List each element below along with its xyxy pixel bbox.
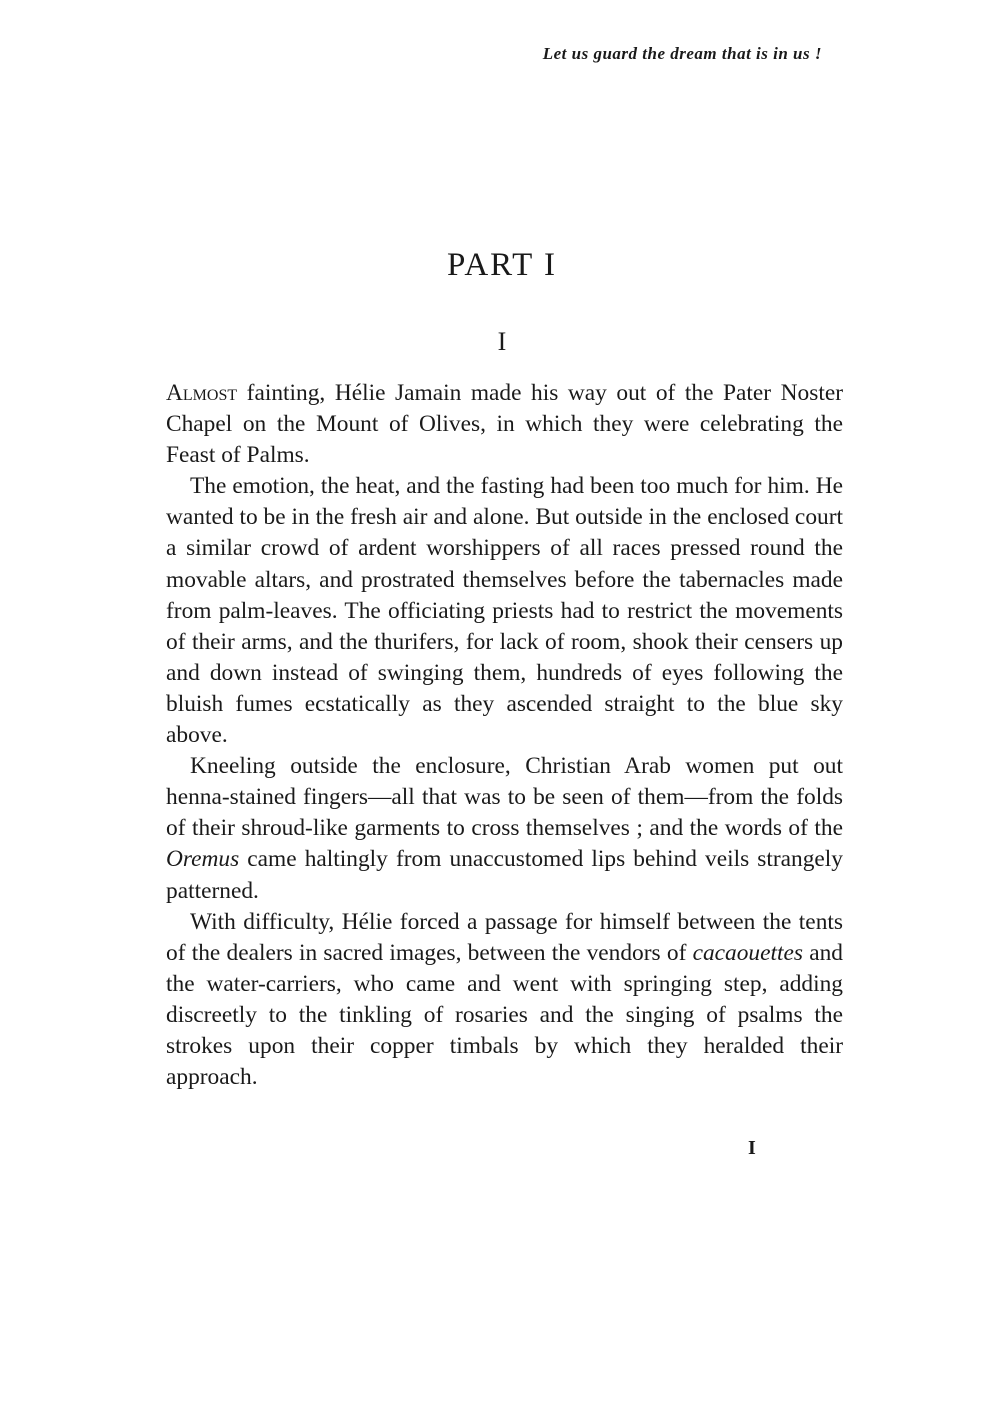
paragraph-3 — [166, 751, 843, 906]
paragraph-3-text-before: Kneeling outside the enclosure, Christian Arab women put out henna-stained fingers—all that was to be seen of them—from the folds of their shroud-like garments to cross themselves ; and the words of the — [166, 753, 843, 842]
paragraph-1-text: fainting, Hélie Jamain made his way out of the Pater Noster Chapel on the Mount of Olives, in which they were celebrating the Feast of Palms. — [166, 380, 843, 469]
paragraph-4-text-before: With difficulty, Hélie forced a passage for himself between the tents of the dealers in sacred images, between the vendors of — [166, 908, 843, 966]
paragraph-4-text-after: and the water-carriers, who came and went with springing step, adding discreetly to the tinkling of rosaries and the singing of psalms the strokes upon their copper timbals by which they heralded their approach. — [166, 939, 843, 1091]
paragraph-4-italic: cacaouettes — [692, 939, 803, 966]
page-number: I — [748, 1137, 756, 1159]
opening-word: Almost — [166, 380, 238, 406]
chapter-number: I — [497, 327, 507, 356]
paragraph-4 — [166, 907, 843, 1094]
paragraph-2: The emotion, the heat, and the fasting had been too much for him. He wanted to be in the fresh air and alone. But outside in the enclosed court a similar crowd of ardent worshippers of all races pressed round the movable altars, and prostrated themselves before the tabernacles made from palm-leaves. The officiating priests had to restrict the movements of their arms, and the thurifers, for lack of room, shook their censers up and down instead of swinging them, hundreds of eyes following the bluish fumes ecstatically as they ascended straight to the blue sky above. — [166, 473, 843, 749]
body-text — [166, 378, 843, 1093]
paragraph-3-text-after: came haltingly from unaccustomed lips behind veils strangely patterned. — [166, 846, 843, 904]
paragraph-3-italic: Oremus — [166, 846, 240, 873]
part-title: PART I — [447, 247, 557, 283]
paragraph-1 — [166, 378, 843, 471]
running-head: Let us guard the dream that is in us ! — [542, 44, 822, 63]
